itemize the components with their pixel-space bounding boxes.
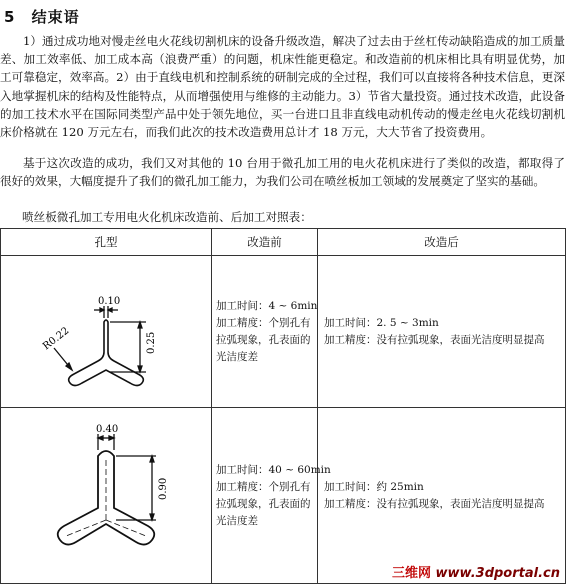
after-time: 加工时间：2. 5 ~ 3min [324, 316, 439, 329]
table-header-row [1, 229, 566, 256]
before-precision-line2: 拉弧现象，孔表面的 [216, 333, 311, 346]
watermark-url: www.3dportal.cn [435, 566, 560, 581]
site-watermark [392, 562, 560, 581]
section-heading [4, 6, 80, 27]
section-title: 结束语 [31, 8, 80, 26]
after-precision: 加工精度：没有拉弧现象，表面光洁度明显提高 [324, 497, 545, 510]
paragraph-1: 1）通过成功地对慢走丝电火花线切割机床的设备升级改造，解决了过去由于丝杠传动缺陷造成的加工质量差、加工效率低、加工成本高（浪费严重）的问题，机床性能更稳定。和改造前的机床相比具有明显优势，加工可靠稳定，效率高。2）由于直线电机和控制系统的研制完成的全过程，我们可以直接将各种技术信息，更深入地掌握机床的结构及性能特点，从而增强使用与维修的主动能力。3）节省大量投资。通过技术改造，此设备的加工技术水平在国际同类型产品中处于领先地位，买一台进口且非直线电动机传动的慢走丝电火花线切割机床价格就在 120 万元左右，而我们此次的技术改造费用总计才 18 万元，大大节省了投资费用。 [0, 34, 565, 140]
y-hole-drawing-large [6, 416, 206, 576]
after-precision: 加工精度：没有拉弧现象，表面光洁度明显提高 [324, 333, 545, 346]
dim-top-label: 0.10 [98, 295, 121, 307]
y-hole-drawing-small [6, 262, 206, 402]
before-precision: 加工精度：个别孔有 [216, 316, 311, 329]
dim-side-label: 0.90 [158, 477, 169, 500]
before-cell [212, 256, 318, 408]
before-cell [212, 408, 331, 584]
after-cell [318, 408, 566, 584]
paragraph-2: 基于这次改造的成功，我们又对其他的 10 台用于微孔加工用的电火花机床进行了类似的改造，都取得了很好的效果，大幅度提升了我们的微孔加工能力，为我们公司在喷丝板加工领域的发展奠定了坚实的基础。 [0, 156, 565, 189]
hole-shape-cell [1, 408, 212, 584]
after-time: 加工时间：约 25min [324, 480, 424, 493]
before-precision-line3: 光洁度差 [216, 350, 258, 363]
before-time: 加工时间：4 ~ 6min [216, 299, 318, 312]
dim-top-label: 0.40 [96, 423, 119, 435]
table-caption: 喷丝板微孔加工专用电火化机床改造前、后加工对照表： [22, 210, 312, 224]
watermark-brand: 三维网 [391, 566, 431, 581]
table-row [1, 408, 566, 584]
header-hole-type: 孔型 [1, 229, 212, 256]
dim-side-label: 0.25 [146, 331, 157, 354]
header-before: 改造前 [212, 229, 318, 256]
before-precision-line3: 光洁度差 [216, 514, 258, 527]
table-row [1, 256, 566, 408]
section-number: 5 [4, 8, 16, 26]
before-precision-line2: 拉弧现象，孔表面的 [216, 497, 311, 510]
header-after: 改造后 [318, 229, 566, 256]
comparison-table [0, 228, 566, 584]
before-precision: 加工精度：个别孔有 [216, 480, 311, 493]
before-time: 加工时间：40 ~ 60min [216, 463, 331, 476]
dim-radius-label: R0.22 [41, 324, 72, 352]
after-cell [318, 256, 566, 408]
hole-shape-cell [1, 256, 212, 408]
